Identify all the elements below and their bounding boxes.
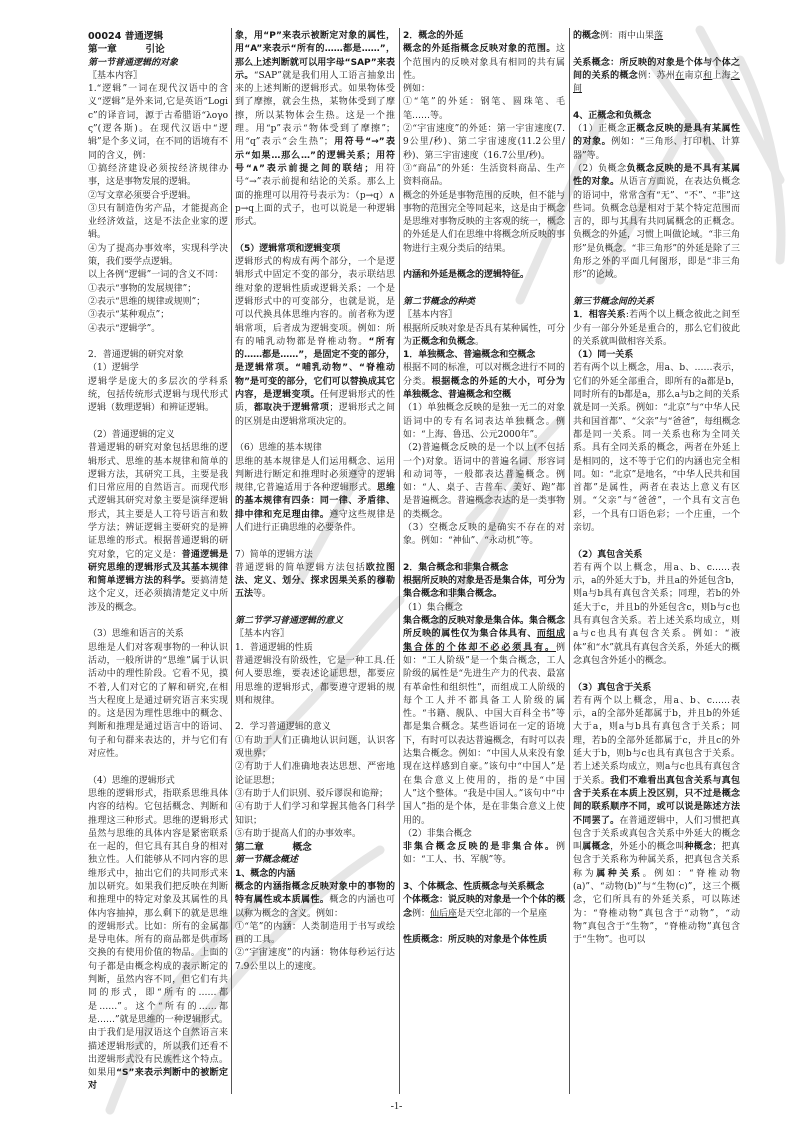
bold-text: 4、正概念和负概念 (573, 110, 652, 121)
text-run: 第二章 概念 (235, 842, 312, 854)
text-run: ②表示“思维的规律或规则”； (88, 296, 206, 307)
underlined-text: 仙后座 (430, 908, 458, 919)
bold-text: 根据概念的外延的大小，可分为单独概念、普遍概念和空概 (403, 376, 565, 401)
text-run: 普通逻辑没有阶级性，它是一种工具.任何人要思维，要表述论证思想，都要应用思维的逻辑形式，都要遵守逻辑的规则和规律。 (235, 655, 395, 706)
paragraph (403, 349, 565, 362)
text-run: 从语言方面说，在表达负概念的语词中，常常含有“无”、“不”、“非”这些词。负概念总是相对于某个特定范围而言的，即与其具有共同属概念的正概念。负概念的外延，习惯上叫做论域。“非三角形”是负概念。“非三角形”的外延是除了三角形之外的平面几何图形，即是“非三角形”的论域。 (573, 177, 740, 281)
paragraph (403, 828, 565, 841)
text-run: 第二节学习普通逻辑的意义 (235, 616, 344, 627)
text-run: 1．普通逻辑的性质 (235, 642, 313, 653)
text-run: 1.“逻辑”一词在现代汉语中的含义“逻辑”是外来词,它是英语“Logic”的译音词，源于古希腊语“λογος”(逻各斯)。在现代汉语中“逻辑”是个多义词，在不同的语境有不同的含义，例： (88, 84, 228, 161)
text-run: 第一节普通逻辑的对象 (88, 57, 179, 68)
bold-text: 集合概念的反映对象是集合体。集合概念所反映的属性仅为集合体具有、 (403, 616, 566, 640)
paragraph (235, 735, 395, 762)
paragraph (235, 828, 395, 841)
text-run: ，外延小的概念叫 (610, 842, 685, 853)
text-run: 例如：“三角形、打印机、计算器”等。 (573, 137, 740, 161)
paragraph-spacer (235, 429, 395, 442)
paragraph (403, 123, 565, 163)
paragraph (403, 602, 565, 615)
text-run: ①“笔”的外延：钢笔、圆珠笔、毛笔……等。 (403, 97, 565, 121)
text-run: ；逻辑形式之间的区别是由逻辑常项决定的。 (235, 403, 395, 427)
bold-text: 属种关系 (596, 868, 643, 879)
paragraph (573, 682, 740, 695)
text-run: 例：雨中山果 (600, 31, 655, 41)
bold-text: 概念的内涵指概念反映对象中的事物的特有属性或本质属性。 (235, 882, 395, 906)
text-run: 以上各例“逻辑”一词的含义不同： (88, 270, 224, 281)
column-divider (399, 28, 400, 1094)
paragraph (235, 721, 395, 734)
text-run: 逻辑形式的构成有两个部分，一个是逻辑形式中固定不变的部分，表示联结思维对象的逻辑性质或逻辑关系；一个是逻辑形式中的可变部分，也就是说，是可以代换具体思维内容的。前者称为逻辑常项，后者成为逻辑变项。例如：所有的哺乳动物都是脊椎动物。 (235, 257, 395, 347)
text-run: （2)普遍概念反映的是一个以上(不包括一个)对象。语词中的普遍名词、形容词和动词等，一般都表达普遍概念。例如：“人、桌子、吉普车、美好、跑”都是普遍概念。普遍概念表达的是一类事物的类概念。 (403, 443, 566, 520)
paragraph (88, 775, 228, 788)
paragraph (235, 761, 395, 788)
text-run: ⑤有助于提高人们的办事效率。 (235, 828, 362, 839)
bold-text: （3）真包含于关系 (573, 682, 652, 693)
paragraph (403, 309, 565, 322)
text-run: 思维的逻辑形式，指联系思维具体内容的结构。它包括概念、判断和推理这三种形式。思维的逻辑形式虽然与思维的具体内容是紧密联系在一起的，但它具有其自身的相对独立性。人们能够从不同内容的思维形式中，抽出它们的共同形式来加以研究。如果我们把反映在判断和推理中的特定对象及其属性的具体内容抽掉，那么剩下的就是思维的逻辑形式。比如：所有的金属都是导电体。所有的商品都是供市场交换的有使用价值的物品。上面的句子都是由概念构成的表示断定的判断，虽然内容不同，但它们有共同的形式，即“所有的……都是……”。这个“所有的……都是……”就是思维的一种逻辑形式。由于我们是用汉语这个自然语言来描述逻辑形式的，所以我们还看不出逻辑形式没有民族性这个特点。如果用 (88, 788, 228, 1079)
text-run: 概念的外延是事物范围的反映，但不能与事物的范围完全等同起来，这是由于概念是思维对事物反映的主客观的统一，概念的外延是人们在思维中将概念所反映的事物进行主观分类后的结果。 (403, 190, 566, 254)
text-run: 若有两个以上概念，用a、b、c……表示，a的全部外延都属于b，并且b的外延大于a，则a与b具有真包含于关系；同理，若b的全部外延都属于c，并且c的外延大于b，则b与c也具有真包含于关系。若上述关系均成立，则a与c也具有真包含于关系。 (573, 695, 740, 786)
paragraph (403, 269, 565, 282)
column-divider (569, 28, 570, 1094)
paragraph (88, 70, 228, 83)
text-run: 例如：“工人阶级”是一个集合概念，工人阶级的属性是“先进生产力的代表、最富有革命性和组织性”，而组成工人阶级的每个工人并不都具备工人阶级的属性。“书籍、舰队、中国大百科全书”等都是集合概念。某些语词在一定的语境下，有时可以表达普遍概念，有时可以表达集合概念。例如：“中国人从来没有象现在这样感到自豪。”该句中“中国人”是在集合意义上使用的，指的是“中国人”这个整体。“我是中国人。”该句中“中国人”指的是个体，是在非集合意义上使用的。 (403, 642, 566, 826)
text-run: （4）思维的逻辑形式 (88, 775, 175, 786)
paragraph (88, 323, 228, 336)
paragraph (235, 921, 395, 948)
bold-text: 2．集合概念和非集合概念 (403, 562, 509, 573)
paragraph-spacer (235, 229, 395, 242)
text-run: ④表示“逻辑学”。 (88, 323, 161, 334)
bold-text: 1．单独概念、普遍概念和空概念 (403, 350, 536, 361)
paragraph (403, 96, 565, 123)
paragraph-spacer (235, 602, 395, 615)
text-run: ②写文章必须要合乎逻辑。 (88, 190, 197, 201)
paragraph (88, 376, 228, 416)
paragraph (235, 628, 395, 641)
paragraph (88, 296, 228, 309)
underlined-text: 落 (654, 31, 664, 41)
text-run: 思维是人们对客观事物的一种认识活动，一般所讲的“思维”属于认识活动中的理性阶段。它看不见，摸不着,人们对它的了解和研究,在相当大程度上是通过研究语言来实现的。这是因为理性思维中的概念、判断和推理是通过语言中的语词、句子和句群来表达的，并与它们有对应性。 (88, 642, 228, 760)
bold-text: 概念的外延指概念反映对象的范围。 (403, 44, 556, 55)
text-run: 上海 (712, 70, 731, 81)
bold-text: （1）同一关系 (573, 350, 634, 361)
chapter-heading (235, 841, 395, 854)
paragraph (573, 110, 740, 123)
text-run: 根据所反映对象是否具有某种属性，可分为 (403, 323, 566, 347)
paragraph (88, 283, 228, 296)
paragraph-spacer (573, 668, 740, 681)
text-run: ①搞经济建设必须按经济规律办事，这是事物发展的逻辑。 (88, 163, 228, 188)
paragraph (403, 43, 565, 83)
paragraph (573, 57, 740, 97)
paragraph (573, 123, 740, 163)
text-run: （2）非集合概念 (403, 828, 472, 839)
text-run: 。 (475, 336, 485, 347)
paragraph (403, 362, 565, 402)
text-run: 普通逻辑的研究对象包括思维的逻辑形式、思维的基本规律和简单的逻辑方法，其研究工具，主要是我们日常应用的自然语言。而现代形式逻辑其研究对象主要是演绎逻辑形式，其主要是人工符号语言和数学方法；辨证逻辑主要研究的是辨证思维的形式。根据普通逻辑的研究对象，它的定义是： (88, 443, 228, 560)
text-run: （1）集合概念 (403, 602, 463, 613)
paragraph (403, 190, 565, 256)
bold-text: 非集合概念反映的是非集合体。 (403, 842, 556, 853)
paragraph (403, 881, 565, 894)
paragraph (403, 323, 565, 350)
paragraph (235, 642, 395, 655)
paragraph (88, 163, 228, 190)
paragraph (88, 442, 228, 615)
text-run: 〖基本内容〗 (403, 310, 458, 321)
text-run: （2）负概念 (573, 163, 627, 174)
paragraph (235, 30, 395, 229)
text-run: 这个范围内的反映对象具有相同的共有属性。 (403, 44, 565, 81)
paragraph (88, 190, 228, 203)
text-column-2 (235, 30, 395, 974)
text-run: （3）思维和语言的关系 (88, 629, 184, 640)
text-run: 例如：“工人、书、军舰”等。 (403, 842, 565, 866)
text-run: 用符号“→”表示前提和结论的关系。那么上面的推理可以用符号表示为：（p→q）∧p→q上面的式子，也可以说是一种逻辑形式。 (235, 163, 395, 228)
text-run: :若两个以上概念彼此之间至少有一部分外延是重合的，那么它们彼此的关系就叫做相容关系。 (573, 310, 740, 347)
paragraph-spacer (573, 283, 740, 296)
text-run: 等。 (253, 589, 272, 600)
text-run: ②“宇宙速度”的外延：第一宇宙速度(7.9公里/秒)、第二宇宙速度(11.2公里/秒)、第三宇宙速度（16.7公里/秒)。 (403, 124, 565, 161)
paragraph (573, 549, 740, 562)
paragraph (403, 522, 565, 549)
paragraph (235, 549, 395, 562)
paragraph (573, 309, 740, 349)
text-run: 第一节概念概述 (235, 855, 299, 866)
bold-text: 种概念 (684, 842, 713, 853)
paragraph (235, 562, 395, 602)
bold-text: 我们不难看出真包含关系与真包含于关系在本质上没区别，只不过是概念间的联系顺序不同，或可以说是陈述方法不同罢了。 (573, 775, 740, 826)
bold-text: 个体概念：说反映的对象是一个个体的概念 (403, 895, 566, 919)
paragraph (235, 256, 395, 429)
bold-text: 而组成集合体的个体却不必必须具有。 (403, 629, 565, 653)
text-run: 逻辑学是庞大的多层次的学科系统，包括传统形式逻辑与现代形式逻辑（数理逻辑）和辨证逻辑。 (88, 376, 228, 414)
paragraph (235, 243, 395, 256)
text-run: 7）简单的逻辑方法 (235, 549, 313, 560)
bold-text: 用符号“→”表示“如果…那么…”的逻辑关系；用符号“∧”表示前提之间的联结； (235, 137, 396, 174)
text-run: 要搞清楚这个定义，还必须搞清楚定义中所涉及的概念。 (88, 576, 228, 613)
text-column-3 (403, 30, 565, 947)
text-run: ；把真包含于关系称为种属关系，把真包含关系称为 (573, 842, 740, 879)
paragraph (88, 788, 228, 1094)
bold-text: 正概念和负概念 (412, 336, 476, 347)
bold-text: 关系概念：所反映的对象是个体与个体之间的关系的概念 (573, 57, 740, 81)
paragraph-spacer (403, 921, 565, 934)
paragraph (88, 203, 228, 243)
bold-text: 欧拉图法、定义、划分、探求因果关系的穆勒五法 (235, 562, 395, 600)
text-run: ①有助于人们正确地认识问题，认识客观世界； (235, 735, 395, 760)
paragraph (403, 30, 565, 43)
bold-text: 普通逻辑是研究思维的逻辑形式及其基本规律和简单逻辑方法的科学。 (88, 549, 228, 587)
text-run: 。例如：“脊椎动物(a)”、“动物(b)”与“生物(c)”，这三个概念，它们所具有的外延关系，可以陈述为：“脊椎动物”真包含于“动物”，“动物”真包含于“生物”，“脊椎动物”真包含于“生物”。也可以 (573, 868, 740, 946)
text-run: 2．普通逻辑的研究对象 (88, 350, 184, 361)
paragraph (403, 163, 565, 190)
text-run: ③有助于人们识别、驳斥谬误和诡辩； (235, 788, 389, 799)
text-run: 是天空北部的一个星座 (457, 908, 548, 919)
bold-text: 内涵和外延是概念的逻辑特征。 (403, 270, 530, 281)
text-run: （2）普通逻辑的定义 (88, 429, 175, 440)
paragraph (573, 562, 740, 668)
text-run: 第一章 引论 (88, 44, 165, 56)
paragraph (573, 362, 740, 535)
text-run: （1）单独概念反映的是独一无二的对象语词中的专有名词表达单独概念。例如：“上海、鲁迅、公元2000年”。 (403, 403, 565, 440)
paragraph (403, 841, 565, 868)
paragraph-spacer (88, 336, 228, 349)
paragraph (88, 243, 228, 270)
text-run: （1）逻辑学 (88, 363, 139, 374)
paragraph-spacer (573, 43, 740, 56)
bold-text: 1．相容关系 (573, 310, 626, 321)
bold-text: 2．概念的外延 (403, 31, 464, 41)
paragraph (573, 349, 740, 362)
bold-text: 思维的基本规律有四条：同一律、矛盾律、排中律和充足理由律。 (235, 483, 395, 520)
paragraph-spacer (403, 283, 565, 296)
text-run: “SAP”就是我们用人工语言抽象出来的上述判断的逻辑形式。如果物体受到了摩擦，就会生热，某物体受到了摩擦，所以某物体会生热。这是一个推理。用“p”表示“物体受到了摩擦”；用“q”表示“会生热”； (235, 70, 395, 148)
paragraph (88, 628, 228, 641)
text-run: 任何逻辑形式的性质， (235, 390, 395, 414)
paragraph (88, 83, 228, 163)
chapter-heading (88, 43, 228, 56)
bold-text: 的概念 (573, 31, 601, 41)
paragraph (235, 788, 395, 801)
text-run: 〖基本内容〗 (88, 70, 143, 81)
text-run: ①“笔”的内涵：人类制造用于书写或绘画的工具。 (235, 921, 395, 946)
section-heading (235, 615, 395, 628)
paragraph (573, 695, 740, 948)
paragraph-spacer (88, 761, 228, 774)
section-heading (235, 854, 395, 867)
bold-text: 属概念 (582, 842, 611, 853)
paragraph-spacer (235, 535, 395, 548)
text-run: 若有两个以上概念，用a、b、……表示，它们的外延全部重合，即所有的a都是b，同时所有的b都是a，那么a与b之间的关系就是同一关系。例如：“北京”与“中华人民共和国首都”、“父亲”与“爸爸”，每组概念都是同一关系。同一关系也称为全同关系。具有全同关系的概念，两者在外延上是相同的，这不等于它们的内涵也完全相同。如：“北京”是地名，“中华人民共和国首都”是属性，两者在表达上意义有区别。“父亲”与“爸爸”，一个具有文言色彩，一个具有口语色彩；一个庄重，一个亲切。 (573, 363, 741, 533)
paragraph-spacer (403, 256, 565, 269)
paragraph-spacer (88, 416, 228, 429)
bold-text: 性质概念：所反映的对象是个体性质 (403, 935, 548, 946)
paragraph (403, 575, 565, 602)
bold-text: “所有的……都是……”，是固定不变的部分，是逻辑常项。“哺乳动物”、“脊椎动物”是可变的部分，它们可以替换成其它内容，是逻辑变项。 (235, 336, 395, 401)
text-run: 例：苏州 (638, 70, 676, 81)
paragraph (235, 868, 395, 881)
text-run: 普通逻辑的简单逻辑方法包括 (235, 562, 366, 573)
text-run: 若有两个以上概念，用a、b、c……表示，a的外延大于b，并且a的外延包含b，则a与b具有真包含关系；同理，若b的外延大于c，并且b的外延包含c，则b与c也具有真包含关系。若上述关系均成立，则a与c也具有真包含关系。例如：“液体”和“水”就具有真包含关系，外延大的概念真包含外延小的概念。 (573, 562, 740, 666)
text-run: 概念的内涵也可以称为概念的含义。例如： (235, 895, 395, 919)
paragraph (235, 655, 395, 708)
paragraph (403, 562, 565, 575)
text-column-1 (88, 30, 228, 1094)
paragraph-spacer (235, 708, 395, 721)
text-run: 在普通逻辑中，人们习惯把真包含于关系或真包含关系中外延大的概念叫 (573, 815, 740, 853)
paragraph (88, 362, 228, 375)
text-run: ①表示“事物的发展规律”； (88, 283, 197, 294)
page-number: -1- (390, 1101, 403, 1112)
text-run: 第三节概念间的关系 (573, 296, 655, 307)
text-run: ③表示“某种观点”； (88, 310, 170, 321)
text-run: ②“宇宙速度”的内涵：物体每秒运行达7.9公里以上的速度。 (235, 948, 395, 972)
underlined-text: 和 (703, 70, 713, 81)
paragraph (235, 456, 395, 536)
section-heading (88, 57, 228, 70)
text-run: 第二节概念的种类 (403, 296, 476, 307)
paragraph (573, 30, 740, 43)
text-column-4 (573, 30, 740, 947)
text-run: （1）正概念 (573, 124, 627, 135)
bold-text: 3、个体概念、性质概念与关系概念 (403, 882, 545, 892)
paragraph-spacer (573, 96, 740, 109)
underlined-text: 之间 (573, 70, 740, 95)
section-heading (403, 296, 565, 309)
column-divider (231, 28, 232, 1094)
underlined-text: 在 (675, 70, 685, 81)
text-run: （3）空概念反映的是确实不存在的对象。例如：“神仙”、“永动机”等。 (403, 522, 565, 547)
text-run: ④有助于人们学习和掌握其他各门科学知识； (235, 802, 395, 826)
bold-text: “S”来表示判断中的被断定对 (88, 1068, 228, 1092)
paragraph (235, 881, 395, 921)
bold-text: （5）逻辑常项和逻辑变项 (235, 243, 341, 254)
paragraph (88, 429, 228, 442)
paragraph-spacer (403, 868, 565, 881)
text-run: 例： (412, 908, 431, 919)
paragraph-spacer (88, 615, 228, 628)
paragraph (403, 894, 565, 921)
paragraph (573, 163, 740, 283)
text-run: 遵守这些规律是人们进行正确思维的必要条件。 (235, 509, 395, 533)
paragraph (235, 442, 395, 455)
paragraph (403, 83, 565, 96)
chapter-heading (88, 30, 228, 43)
section-heading (573, 296, 740, 309)
paragraph (403, 402, 565, 442)
bold-text: 根据所反映的对象是否是集合体，可分为集合概念和非集合概念。 (403, 576, 566, 600)
text-run: 思维的基本规律是人们运用概念、运用判断进行断定和推理时必须遵守的逻辑规律,它普遍适用于各种逻辑形式。 (235, 456, 395, 494)
paragraph (88, 309, 228, 322)
bold-text: 象，用“P”来表示被断定对象的属性，用“A”来表示“所有的……都是……”，那么上述判断就可以用字母“SAP”来表示。 (235, 31, 395, 81)
text-run: 根据不同的标准，可以对概念进行不同的分类。 (403, 363, 566, 387)
text-run: （6）思维的基本规律 (235, 443, 322, 454)
paragraph (235, 801, 395, 828)
bold-text: （2）真包含关系 (573, 549, 643, 560)
text-run: 南京 (684, 70, 704, 81)
text-run: 例如： (403, 84, 431, 95)
text-run: 00024 普通逻辑 (88, 31, 164, 42)
text-run: ③只有制造伪劣产品，才能提高企业经济效益，这是不法企业家的逻辑。 (88, 203, 228, 241)
bold-text: 1、概念的内涵 (235, 868, 296, 879)
paragraph (403, 615, 565, 828)
text-run: ③“商品”的外延：生活资料商品、生产资料商品。 (403, 163, 565, 188)
bold-text: 正概念反映的是具有某属性的对象。 (573, 124, 740, 148)
text-run: ④为了提高办事效率，实现科学决策，我们要学点逻辑。 (88, 243, 228, 268)
paragraph (403, 934, 565, 947)
paragraph (88, 642, 228, 762)
text-run: 〖基本内容〗 (235, 629, 290, 640)
paragraph (88, 269, 228, 282)
paragraph (403, 442, 565, 522)
paragraph (235, 947, 395, 974)
bold-text: 都取决于逻辑常项 (253, 403, 330, 414)
paragraph-spacer (573, 535, 740, 548)
paragraph-spacer (403, 549, 565, 562)
text-run: ②有助于人们准确地表达思想、严密地论证思想； (235, 762, 395, 786)
bold-text: 负概念反映的是不具有某属性的对象。 (573, 163, 740, 188)
text-run: 2．学习普通逻辑的意义 (235, 722, 331, 733)
paragraph (88, 349, 228, 362)
